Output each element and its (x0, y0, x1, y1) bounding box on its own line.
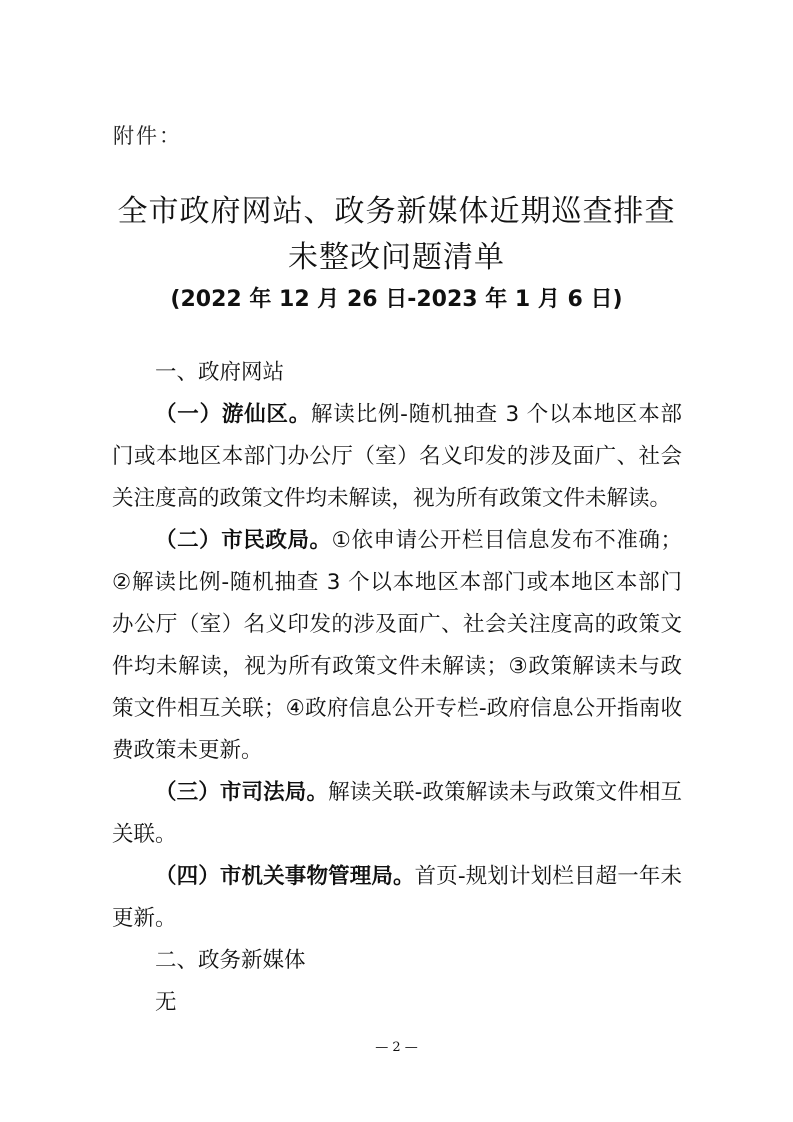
document-body (112, 352, 682, 1024)
list-item (112, 520, 682, 772)
item-text: 解读关联-政策解读未与政策文件相互关联。 (112, 780, 682, 847)
item-label: （二）市民政局。 (155, 528, 332, 553)
item-label: （三）市司法局。 (155, 780, 329, 805)
section-text-none: 无 (155, 990, 177, 1015)
item-text: 解读比例-随机抽查 3 个以本地区本部门或本地区本部门办公厅（室）名义印发的涉及面广、社会关注度高的政策文件均未解读，视为所有政策文件未解读。 (112, 402, 682, 511)
document-title-line1: 全市政府网站、政务新媒体近期巡查排查 (117, 194, 676, 229)
item-label: （一）游仙区。 (155, 402, 312, 427)
document-title-line2: 未整改问题清单 (288, 240, 505, 275)
attachment-label: 附件： (113, 124, 182, 148)
list-item (112, 772, 682, 856)
item-text: 首页-规划计划栏目超一年未更新。 (112, 864, 682, 931)
date-range: (2022 年 12 月 26 日-2023 年 1 月 6 日) (170, 287, 623, 312)
item-text: ①依申请公开栏目信息发布不准确；②解读比例-随机抽查 3 个以本地区本部门或本地区本部门办公厅（室）名义印发的涉及面广、社会关注度高的政策文件均未解读，视为所有政策文件未解读；③政策解读未与政策文件相互关联；④政府信息公开专栏-政府信息公开指南收费政策未更新。 (112, 528, 682, 763)
list-item (112, 856, 682, 940)
section-heading-websites: 一、政府网站 (155, 360, 285, 385)
section-heading-new-media: 二、政务新媒体 (155, 948, 306, 973)
item-label: （四）市机关事物管理局。 (155, 864, 415, 889)
list-item (112, 394, 682, 520)
page-number: — 2 — (375, 1040, 418, 1055)
